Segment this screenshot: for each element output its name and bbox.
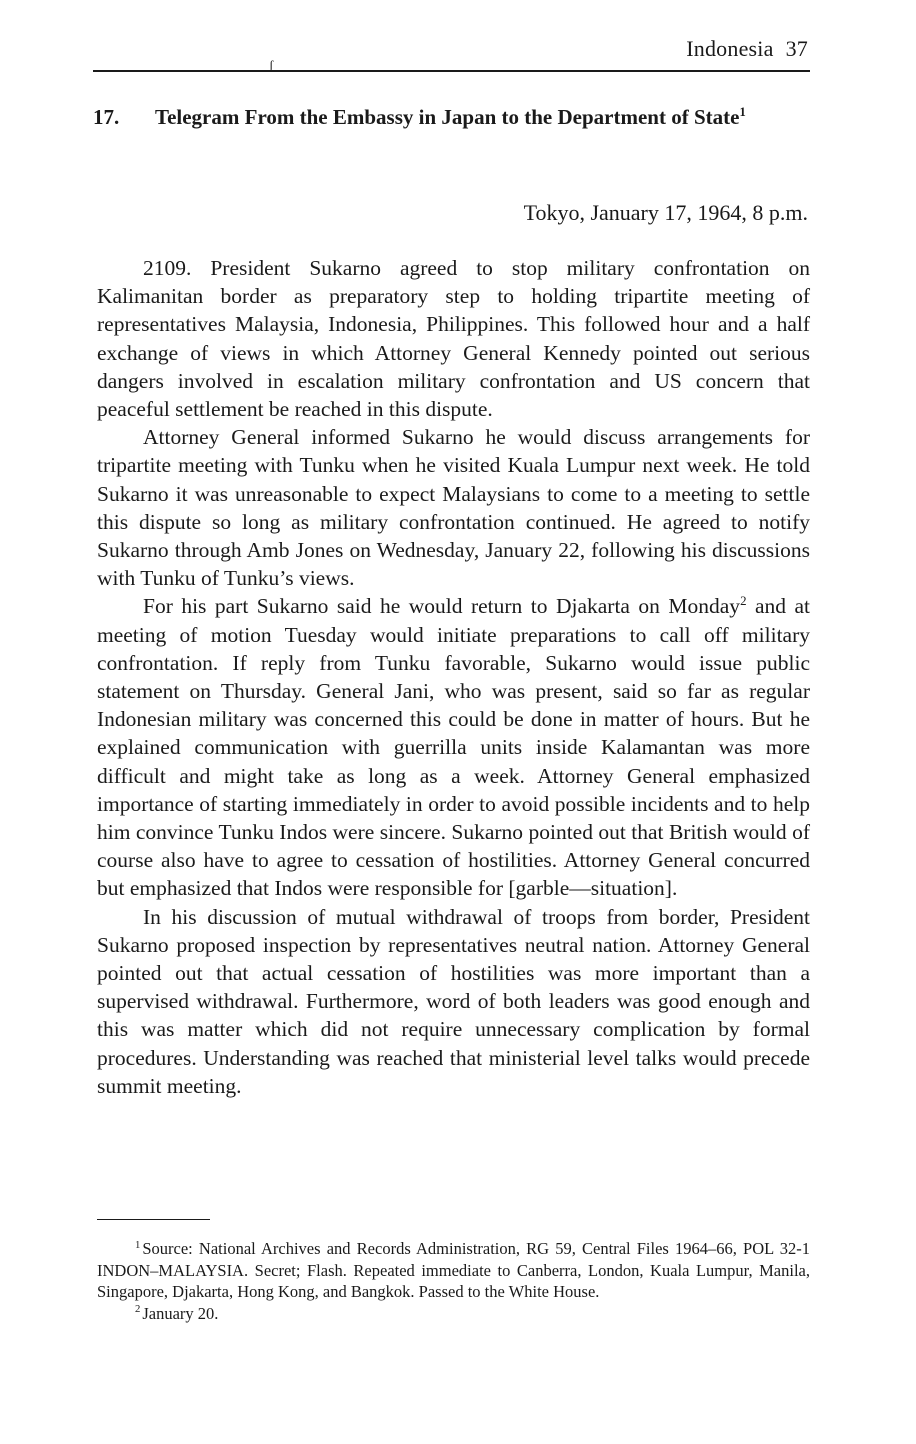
- paragraph-3: [97, 592, 810, 902]
- footnotes: [97, 1238, 810, 1324]
- running-title: Indonesia: [686, 36, 774, 61]
- header-rule: [93, 70, 810, 72]
- footnote-ref-1: 1: [739, 105, 746, 119]
- footnote-ref-2: 2: [740, 594, 747, 609]
- document-heading: [93, 103, 810, 131]
- footnote-marker: 1: [135, 1238, 141, 1251]
- running-head: [686, 36, 808, 62]
- paragraph-4: In his discussion of mutual withdrawal of troops from border, President Sukarno proposed inspection by representatives neutral nation. Attorney General pointed out that actual cessation of hostilities was more important than a supervised withdrawal. Furthermore, word of both leaders was good enough and this was matter which did not require unnecessary complication by formal procedures. Understanding was reached that ministerial level talks would precede summit meeting.: [97, 904, 810, 1098]
- paragraph-3-part-a: For his part Sukarno said he would return to Djakarta on Monday: [143, 594, 741, 619]
- dateline: Tokyo, January 17, 1964, 8 p.m.: [523, 200, 808, 225]
- scan-speck-mark: ʃ: [269, 57, 274, 72]
- footnote-marker: 2: [135, 1303, 141, 1315]
- document-title-block: [155, 103, 810, 131]
- footnote-text: Source: National Archives and Records Administration, RG 59, Central Files 1964–66, POL 32-1 INDON–MALAYSIA. Secret; Flash. Repeated immediate to Canberra, London, Kuala Lumpur, Manila, Singapore, Djakarta, Hong Kong, and Bangkok. Passed to the White House.: [97, 1239, 810, 1301]
- footnote-2: [97, 1303, 810, 1325]
- document-title: Telegram From the Embassy in Japan to the Department of State: [155, 105, 740, 129]
- document-number: 17.: [93, 105, 120, 129]
- telegram-body: [97, 254, 810, 1100]
- paragraph-1: 2109. President Sukarno agreed to stop military confrontation on Kalimanitan border as preparatory step to holding tripartite meeting of representatives Malaysia, Indonesia, Philippines. This followed hour and a half exchange of views in which Attorney General Kennedy pointed out serious dangers involved in escalation military confrontation and US concern that peaceful settlement be reached in this dispute.: [97, 256, 810, 422]
- page-number: 37: [785, 36, 808, 61]
- footnote-rule: [97, 1219, 210, 1220]
- footnote-text: January 20.: [142, 1303, 219, 1323]
- paragraph-3-part-b: and at meeting of motion Tuesday would initiate preparations to call off military confrontation. If reply from Tunku favorable, Sukarno would issue public statement on Thursday. General Jani, who was present, said so far as regular Indonesian military was concerned this could be done in matter of hours. But he explained communication with guerrilla units inside Kalamantan was more difficult and might take as long as a week. Attorney General emphasized importance of starting immediately in order to avoid possible incidents and to help him convince Tunku Indos were sincere. Sukarno pointed out that British would of course also have to agree to cessation of hostilities. Attorney General concurred but emphasized that Indos were responsible for [garble—situation].: [97, 594, 811, 901]
- footnote-1: [97, 1238, 810, 1303]
- paragraph-2: Attorney General informed Sukarno he would discuss arrangements for tripartite meeting with Tunku when he visited Kuala Lumpur next week. He told Sukarno it was unreasonable to expect Malaysians to come to a meeting to settle this dispute so long as military confrontation continued. He agreed to notify Sukarno through Amb Jones on Wednesday, January 22, following his discussions with Tunku of Tunku’s views.: [97, 425, 810, 591]
